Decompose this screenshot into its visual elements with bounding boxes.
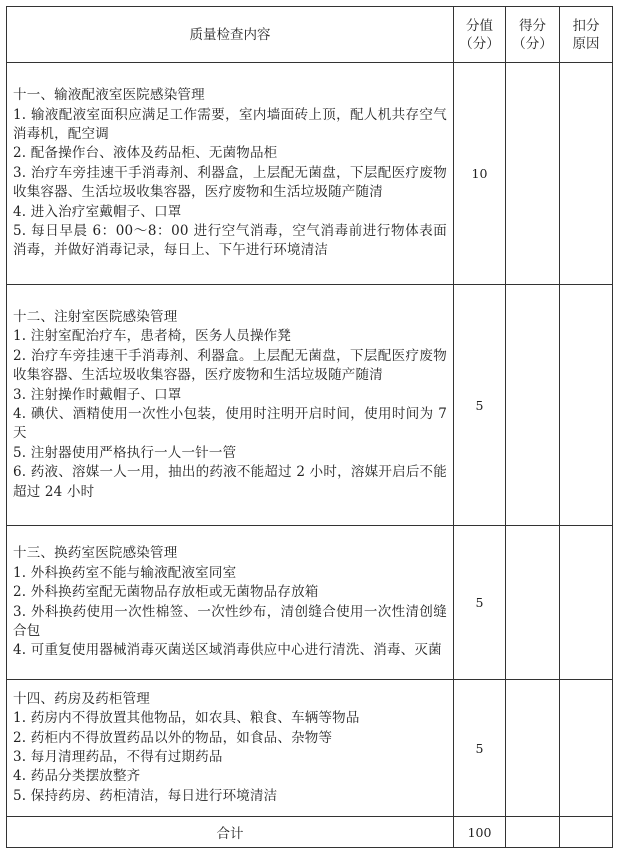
section-title: 十二、注射室医院感染管理 xyxy=(13,308,178,325)
section-item: 3. 每月清理药品，不得有过期药品 xyxy=(13,749,223,765)
deduct-reason-cell xyxy=(560,285,613,526)
section-item: 3. 外科换药使用一次性棉签、一次性纱布，清创缝合使用一次性清创缝合包 xyxy=(13,603,447,639)
total-got-cell xyxy=(506,817,560,848)
section-row xyxy=(7,680,613,817)
section-item: 2. 治疗车旁挂速干手消毒剂、利器盒。上层配无菌盘，下层配医疗废物收集容器、生活垃圾收集容器，医疗废物和生活垃圾随产随清 xyxy=(13,347,447,384)
header-deduct xyxy=(560,7,613,63)
header-got xyxy=(506,7,560,63)
section-title: 十三、换药室医院感染管理 xyxy=(13,545,178,562)
section-item: 1. 外科换药室不能与输液配液室同室 xyxy=(13,564,237,581)
section-score: 5 xyxy=(454,285,506,526)
section-item: 2. 配备操作台、液体及药品柜、无菌物品柜 xyxy=(13,145,278,162)
section-title: 十一、输液配液室医院感染管理 xyxy=(13,87,205,104)
deduct-reason-cell xyxy=(560,526,613,680)
section-item: 4. 药品分类摆放整齐 xyxy=(13,768,141,785)
section-row xyxy=(7,285,613,526)
section-score: 5 xyxy=(454,680,506,817)
section-content xyxy=(7,526,454,680)
header-row xyxy=(7,7,613,63)
section-item: 2. 药柜内不得放置药品以外的物品，如食品、杂物等 xyxy=(13,729,333,746)
deduct-reason-cell xyxy=(560,680,613,817)
total-row xyxy=(7,817,613,848)
total-score: 100 xyxy=(454,817,506,848)
section-content xyxy=(7,680,454,817)
header-deduct-line2: 原因 xyxy=(572,35,600,52)
section-score: 10 xyxy=(454,63,506,285)
got-score-cell xyxy=(506,285,560,526)
got-score-cell xyxy=(506,63,560,285)
section-item: 1. 药房内不得放置其他物品，如农具、粮食、车辆等物品 xyxy=(13,710,360,727)
header-content: 质量检查内容 xyxy=(7,7,454,63)
section-row xyxy=(7,63,613,285)
section-item: 2. 外科换药室配无菌物品存放柜或无菌物品存放箱 xyxy=(13,584,319,601)
section-item: 1. 注射室配治疗车，患者椅，医务人员操作凳 xyxy=(13,328,292,345)
header-deduct-line1: 扣分 xyxy=(572,17,600,34)
section-score: 5 xyxy=(454,526,506,680)
section-content xyxy=(7,63,454,285)
section-item: 3. 注射操作时戴帽子、口罩 xyxy=(13,386,182,403)
section-item: 4. 进入治疗室戴帽子、口罩 xyxy=(13,203,182,220)
header-score-line1: 分值 xyxy=(466,17,493,34)
section-item: 5. 每日早晨 6：00～8：00 进行空气消毒，空气消毒前进行物体表面消毒，并做好消毒记录，每日上、下午进行环境清洁 xyxy=(13,223,447,259)
header-got-line2: （分） xyxy=(512,35,553,52)
section-title: 十四、药房及药柜管理 xyxy=(13,690,150,707)
header-score xyxy=(454,7,506,63)
section-item: 5. 注射器使用严格执行一人一针一管 xyxy=(13,444,237,461)
section-item: 4. 碘伏、酒精使用一次性小包装，使用时注明开启时间，使用时间为 7 天 xyxy=(13,406,447,442)
section-row xyxy=(7,526,613,680)
section-content xyxy=(7,285,454,526)
deduct-reason-cell xyxy=(560,63,613,285)
section-item: 5. 保持药房、药柜清洁，每日进行环境清洁 xyxy=(13,787,278,804)
section-item: 3. 治疗车旁挂速干手消毒剂、利器盒，上层配无菌盘，下层配医疗废物收集容器、生活垃圾收集容器，医疗废物和生活垃圾随产随清 xyxy=(13,164,447,201)
section-item: 6. 药液、溶媒一人一用，抽出的药液不能超过 2 小时，溶媒开启后不能超过 24 小时 xyxy=(13,464,447,500)
header-score-line2: （分） xyxy=(459,35,500,52)
section-item: 4. 可重复使用器械消毒灭菌送区域消毒供应中心进行清洗、消毒、灭菌 xyxy=(13,642,442,659)
quality-check-table xyxy=(6,6,613,848)
section-item: 1. 输液配液室面积应满足工作需要，室内墙面砖上顶，配人机共存空气消毒机，配空调 xyxy=(13,106,447,142)
total-label: 合计 xyxy=(7,817,454,848)
got-score-cell xyxy=(506,680,560,817)
got-score-cell xyxy=(506,526,560,680)
header-got-line1: 得分 xyxy=(519,17,546,34)
total-deduct-cell xyxy=(560,817,613,848)
